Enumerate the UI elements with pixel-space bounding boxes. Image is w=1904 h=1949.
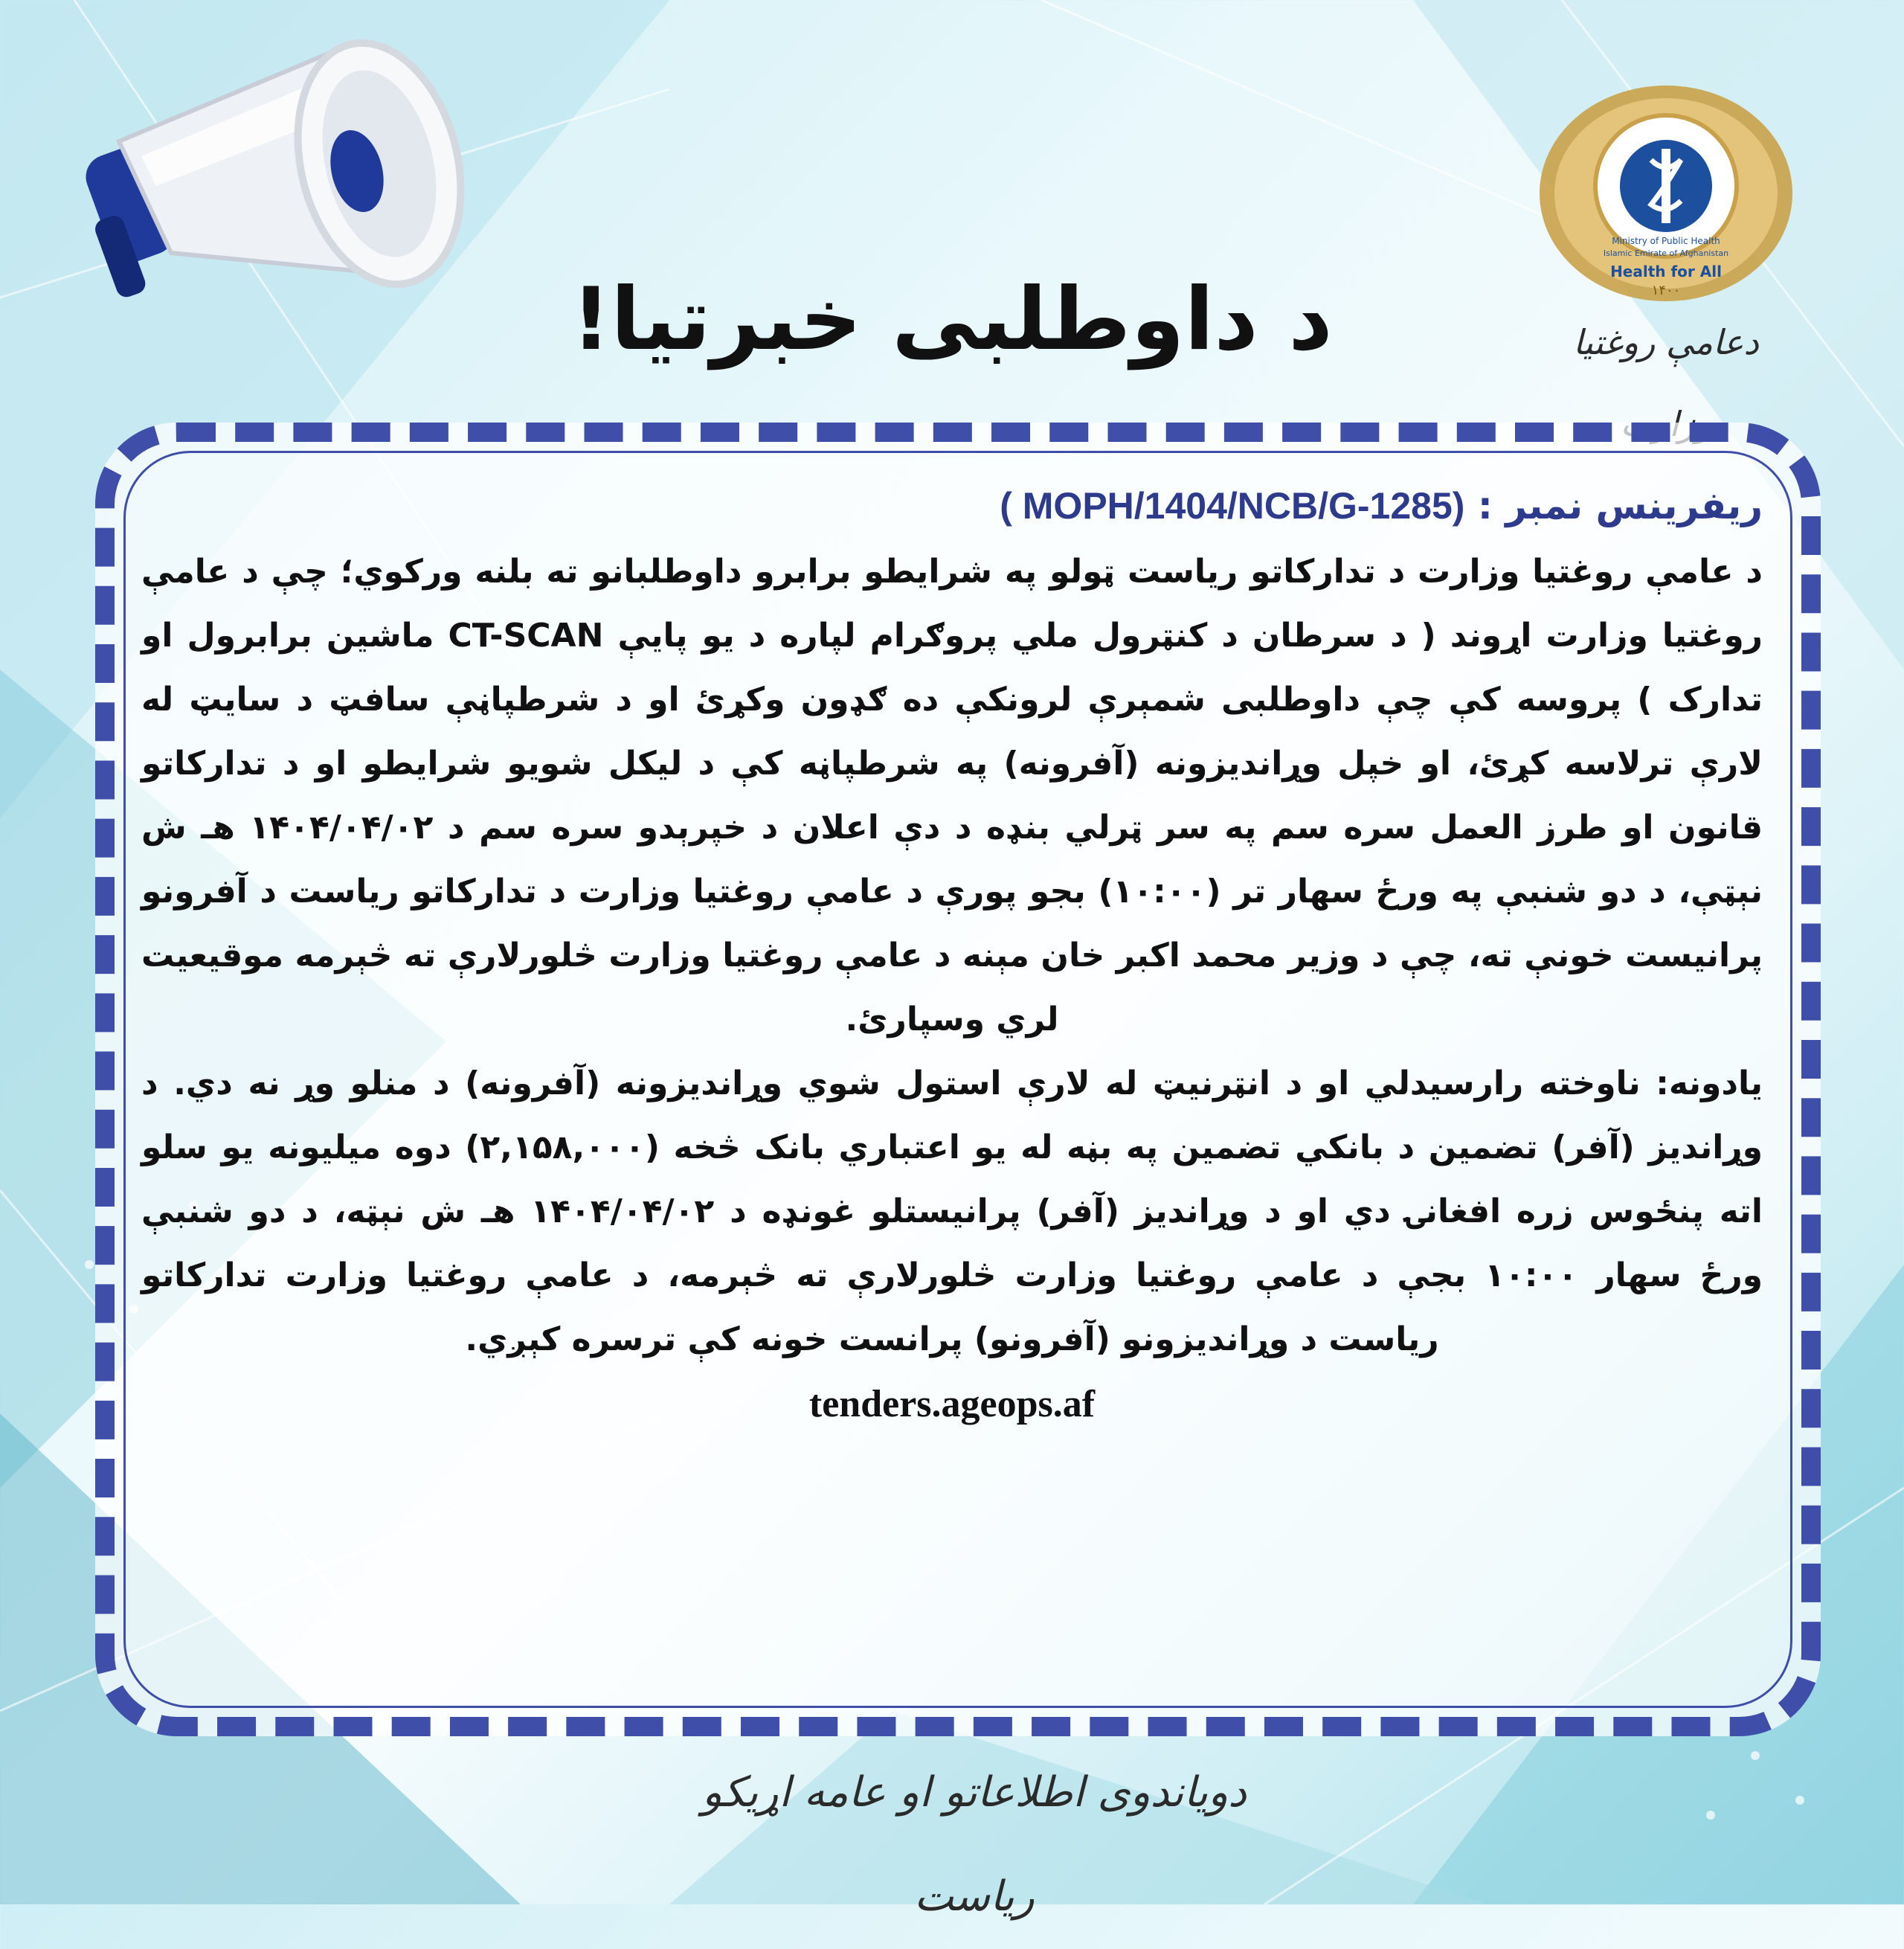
logo-health-for-all: Health for All xyxy=(1610,263,1722,280)
website-link[interactable]: tenders.ageops.af xyxy=(808,1383,1096,1425)
reference-number: ( MOPH/1404/NCB/G-1285) xyxy=(1000,485,1465,527)
notice-content xyxy=(141,476,1763,1696)
directorate-calligraphy: دویاندوی اطلاعاتو او عامه اړیکو ریاست xyxy=(701,1768,1247,1921)
megaphone-icon xyxy=(52,30,469,372)
page-title: د داوطلبی خبرتیا! xyxy=(571,269,1333,370)
notice-paragraph-main: د عامې روغتیا وزارت د تدارکاتو ریاست ټولو په شرایطو برابرو داوطلبانو ته بلنه ورکوي؛ چې د عامې روغتیا وزارت اړوند ( د سرطان د کنټرول ملي پروګرام لپاره د یو پایې CT-SCAN ماشین برابرول او تدارک ) پروسه کې چې داوطلبی شمېرې لرونکې ده ګډون وکړئ او د شرطپاڼې سافټ د سایټ له لارې ترلاسه کړئ، او خپل وړاندیزونه (آفرونه) په شرطپاڼه کې د لیکل شویو شرایطو او د تدارکاتو قانون او طرز العمل سره سم په سر ټرلي بنډه د دې اعلان د خپرېدو سره سم د ۱۴۰۴/۰۴/۰۲ هـ ش نېټې، د دو شنبې په ورځ سهار تر (۱۰:۰۰) بجو پورې د عامې روغتیا وزارت د تدارکاتو ریاست د آفرونو پرانیست خونې ته، چې د وزیر محمد اکبر خان مېنه د عامې روغتیا وزارت څلورلارې ته څېرمه موقیعیت لري وسپارئ. xyxy=(141,553,1763,1038)
reference-line xyxy=(141,476,1763,536)
logo-emirate-en: Islamic Emirate of Afghanistan xyxy=(1603,248,1729,258)
logo-year: ۱۴۰۰ xyxy=(1651,283,1681,298)
ministry-logo xyxy=(1532,82,1800,305)
logo-ministry-en: Ministry of Public Health xyxy=(1612,236,1720,246)
reference-label: ریفرینس نمبر : xyxy=(1477,484,1763,527)
notice-paragraph-note: یادونه: ناوخته رارسیدلي او د انټرنیټ له لارې استول شوي وړاندیزونه (آفرونه) د منلو وړ نه دي. د وړاندیز (آفر) تضمین د بانکي تضمین په بڼه له یو اعتباري بانک څخه (۲,۱۵۸,۰۰۰) دوه میلیونه یو سلو اته پنځوس زره افغانۍ دي او د وړاندیز (آفر) پرانیستلو غونډه د ۱۴۰۴/۰۴/۰۲ هـ ش نېټه، د دو شنبې ورځ سهار ۱۰:۰۰ بجې د عامې روغتیا وزارت څلورلارې ته څېرمه، د عامې روغتیا وزارت تدارکاتو ریاست د وړاندیزونو (آفرونو) پرانست خونه کې ترسره کېږي. xyxy=(141,1065,1763,1358)
ministry-calligraphy: دعامې روغتیا xyxy=(1573,322,1759,362)
